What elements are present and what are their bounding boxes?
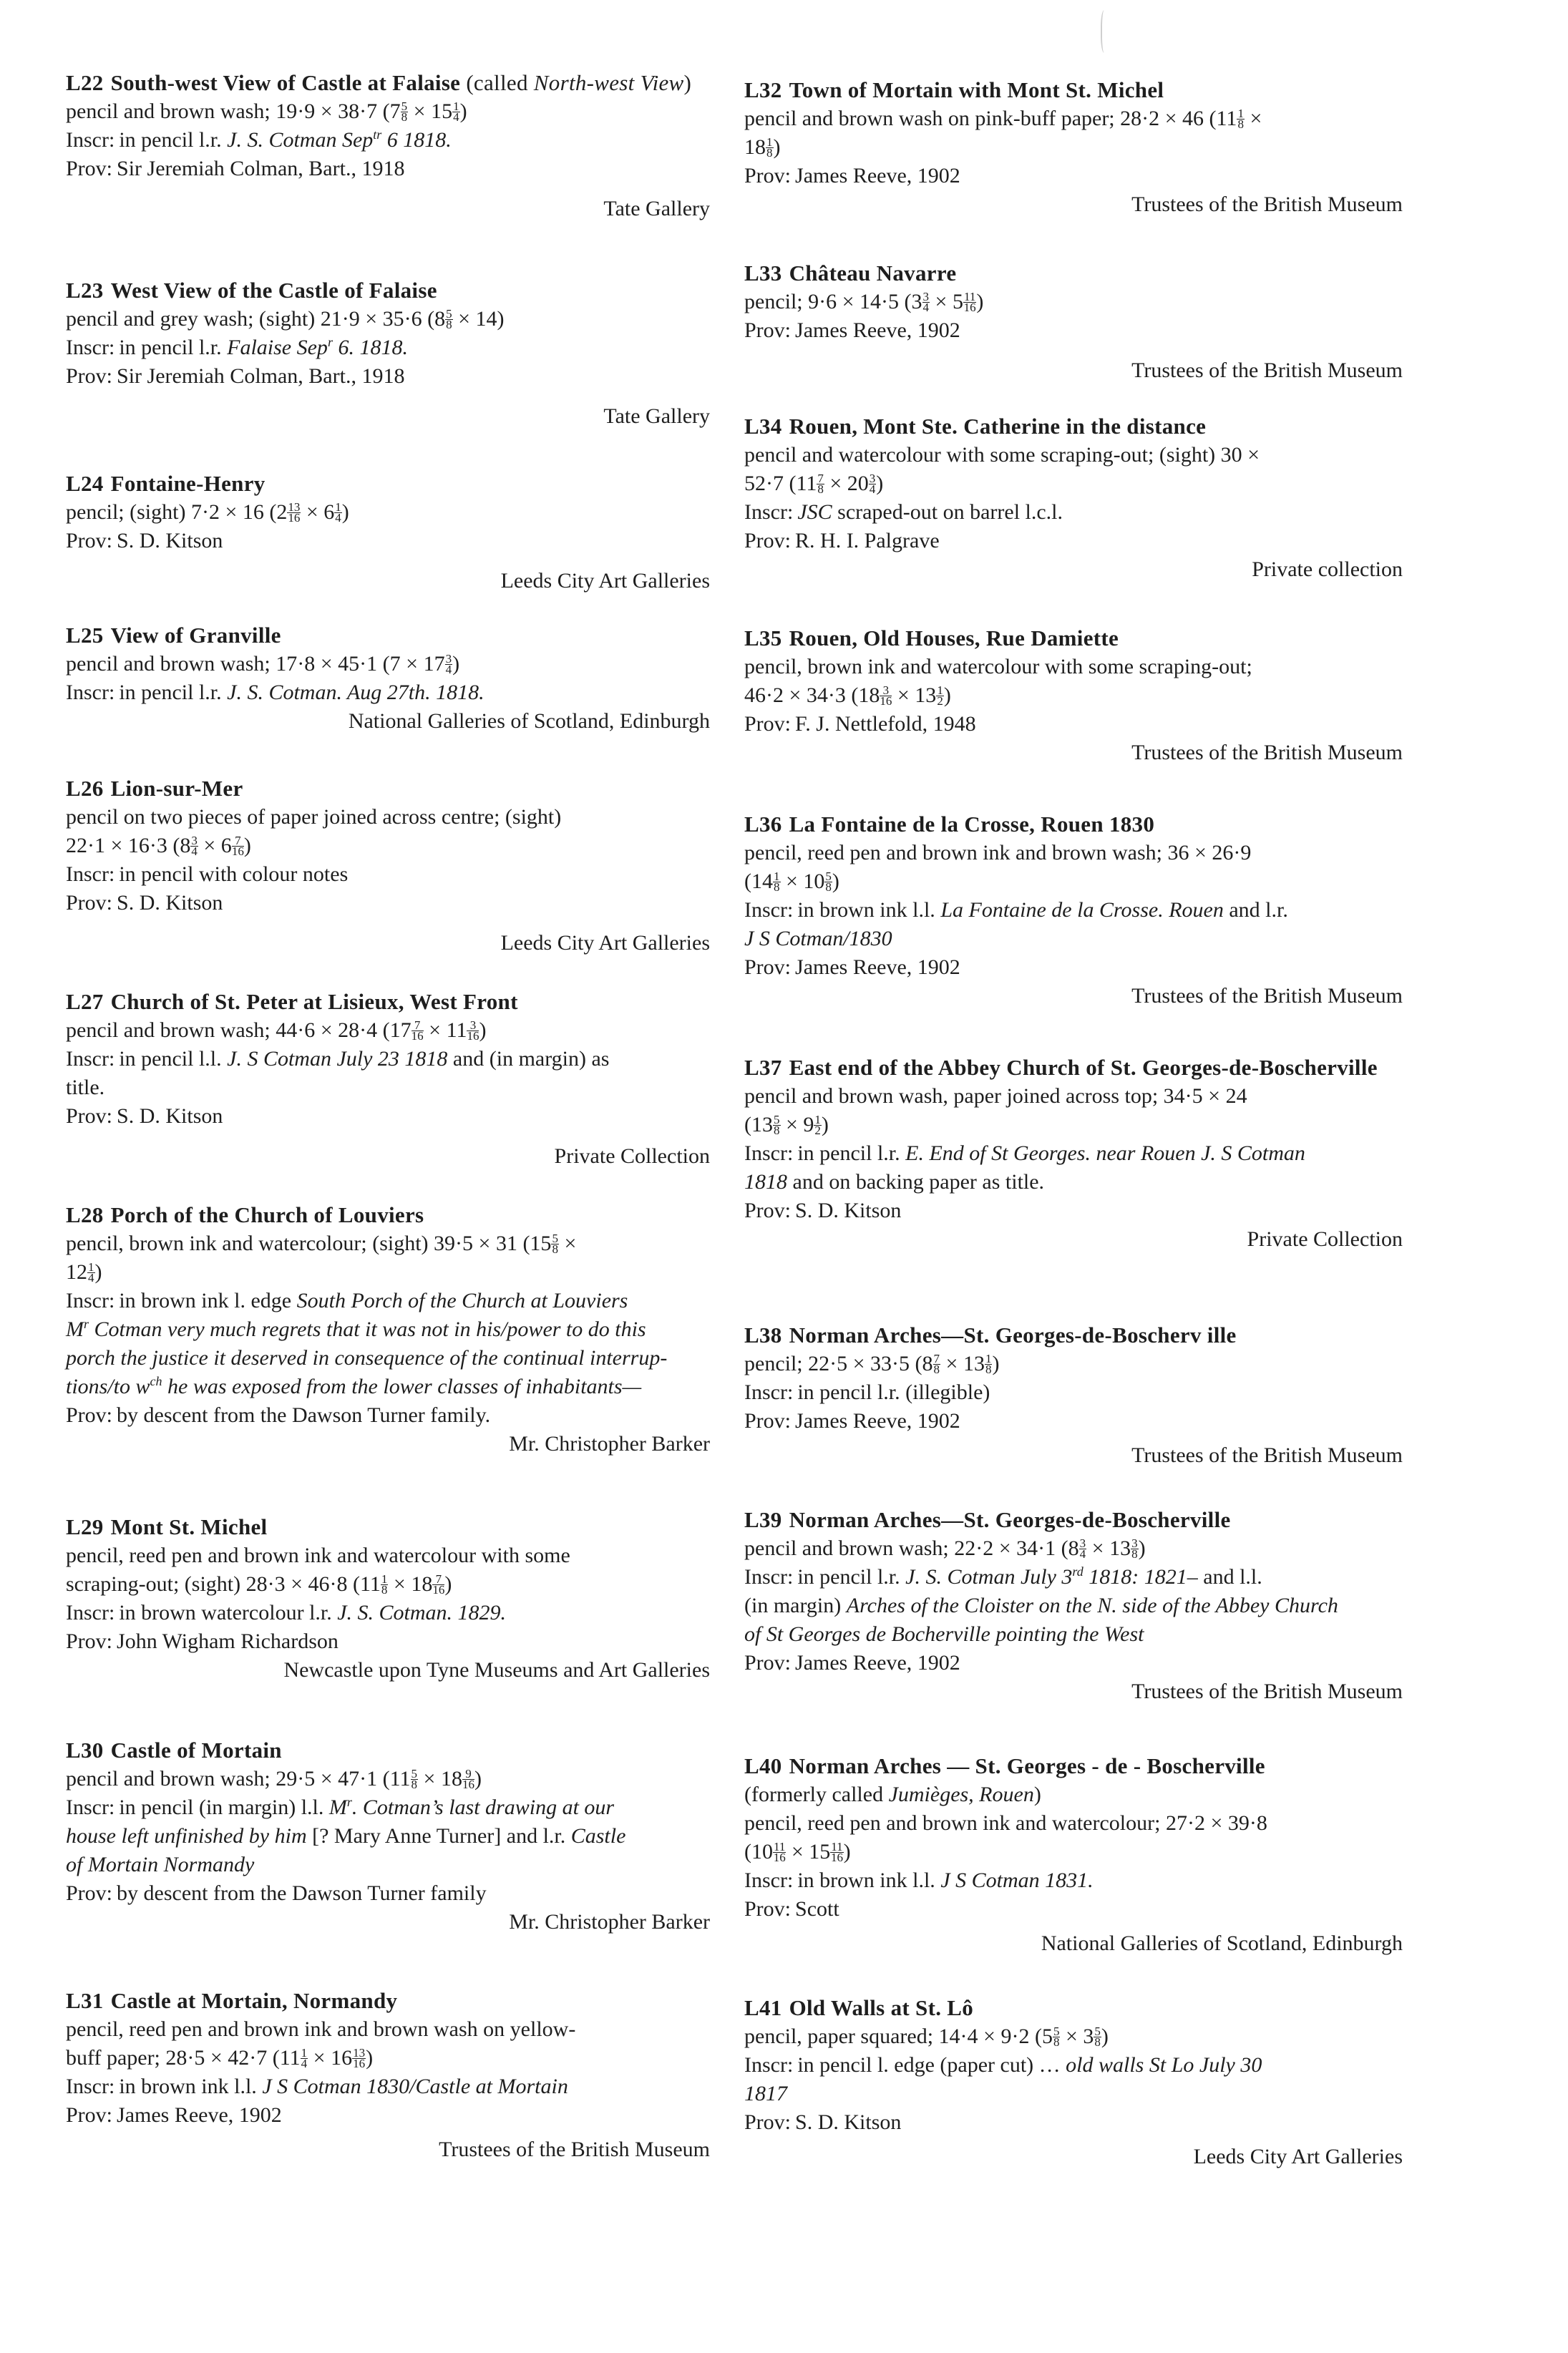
entry-title: L40 Norman Arches — St. Georges - de - Boscherville <box>744 1753 1265 1778</box>
entry-medium: pencil and brown wash; 44·6 × 28·4 (17 $\frac{7}{16}$ × 11 $\frac{3}{16}$ ) <box>66 1018 487 1043</box>
entry-inscription-cont: 1817 <box>744 2082 787 2105</box>
entry-medium-cont: 18 $\frac{1}{8}$ ) <box>744 135 781 160</box>
entry-title-note: (formerly called Jumièges, Rouen) <box>744 1783 1041 1806</box>
entry-inscription-cont: tions/to $w^{ch}$ he was exposed from the lower classes of inhabitants— <box>66 1374 642 1398</box>
entry-owner: Trustees of the British Museum <box>1131 193 1403 216</box>
entry-title: L27 Church of St. Peter at Lisieux, West Front <box>66 989 518 1014</box>
page-edge-mark <box>1101 10 1109 53</box>
entry-medium: pencil and watercolour with some scraping-out; (sight) 30 × <box>744 443 1260 467</box>
entry-title: L32 Town of Mortain with Mont St. Michel <box>744 77 1164 102</box>
entry-inscription: Inscr: in pencil l.r. J. S. Cotman July 3rd 1818: 1821– and l.l. <box>744 1564 1262 1589</box>
entry-title: L36 La Fontaine de la Crosse, Rouen 1830 <box>744 812 1155 837</box>
entry-title: L39 Norman Arches—St. Georges-de-Boscherville <box>744 1507 1231 1532</box>
entry-medium: pencil; (sight) 7·2 × 16 (2 $\frac{13}{16}$ × 6 $\frac{1}{4}$ ) <box>66 500 349 525</box>
entry-medium: pencil, brown ink and watercolour with some scraping-out; <box>744 655 1252 678</box>
entry-owner: Trustees of the British Museum <box>1131 741 1403 764</box>
entry-inscription-cont: of Mortain Normandy <box>66 1853 255 1876</box>
catalogue-entry <box>66 1736 710 1937</box>
entry-inscription-cont: J S Cotman/1830 <box>744 927 892 950</box>
entry-inscription: Inscr: in pencil l.r. J. S. Cotman. Aug 27th. 1818. <box>66 681 484 704</box>
entry-owner: Private Collection <box>554 1144 710 1168</box>
catalogue-entry <box>744 810 1403 1010</box>
entry-title: L38 Norman Arches—St. Georges-de-Boscherv ille <box>744 1322 1237 1348</box>
entry-owner: Trustees of the British Museum <box>1131 1680 1403 1703</box>
entry-provenance: Prov: S. D. Kitson <box>744 2110 902 2134</box>
entry-medium-cont: (10 $\frac{11}{16}$ × 15 $\frac{11}{16}$ ) <box>744 1840 851 1864</box>
entry-medium: pencil and brown wash; 29·5 × 47·1 (11 $\frac{5}{8}$ × 18 $\frac{9}{16}$ ) <box>66 1767 482 1791</box>
entry-owner: Newcastle upon Tyne Museums and Art Galleries <box>283 1658 710 1682</box>
entry-inscription: Inscr: in pencil l. edge (paper cut) … old walls St Lo July 30 <box>744 2053 1262 2077</box>
entry-title: L37 East end of the Abbey Church of St. Georges-de-Boscherville <box>744 1055 1378 1080</box>
catalogue-entry <box>66 621 710 736</box>
entry-provenance: Prov: by descent from the Dawson Turner family. <box>66 1403 491 1427</box>
entry-provenance: Prov: F. J. Nettlefold, 1948 <box>744 712 976 736</box>
catalogue-entry <box>66 1201 710 1458</box>
entry-owner: Mr. Christopher Barker <box>509 1910 710 1934</box>
entry-owner: Tate Gallery <box>603 404 710 428</box>
entry-medium-cont: buff paper; 28·5 × 42·7 (11 $\frac{1}{4}$ × 16 $\frac{13}{16}$ ) <box>66 2046 374 2070</box>
entry-title: L30 Castle of Mortain <box>66 1738 282 1763</box>
entry-inscription: Inscr: in pencil l.r. Falaise Sep$^r$ 6. 1818. <box>66 335 408 359</box>
entry-title: L33 Château Navarre <box>744 260 957 286</box>
catalogue-entry <box>66 1513 710 1685</box>
entry-inscription: Inscr: in brown ink l. edge South Porch of the Church at Louviers <box>66 1289 628 1312</box>
entry-inscription: Inscr: in pencil l.r. (illegible) <box>744 1380 990 1404</box>
entry-owner: Trustees of the British Museum <box>1131 359 1403 382</box>
entry-inscription: Inscr: in brown ink l.l. J S Cotman 1830/Castle at Mortain <box>66 2075 568 2098</box>
entry-title: L41 Old Walls at St. Lô <box>744 1995 974 2020</box>
entry-inscription: Inscr: in brown ink l.l. J S Cotman 1831. <box>744 1869 1094 1892</box>
entry-inscription: Inscr: in brown watercolour l.r. J. S. Cotman. 1829. <box>66 1601 507 1624</box>
entry-medium: pencil and brown wash; 22·2 × 34·1 (8 $\frac{3}{4}$ × 13 $\frac{3}{8}$ ) <box>744 1536 1146 1561</box>
entry-owner: Mr. Christopher Barker <box>509 1432 710 1456</box>
entry-owner: Leeds City Art Galleries <box>500 569 710 593</box>
entry-owner: Private Collection <box>1247 1227 1403 1251</box>
catalogue-entry <box>744 1752 1403 1958</box>
entry-medium: pencil, reed pen and brown ink and watercolour with some <box>66 1544 570 1567</box>
entry-inscription-cont: of St Georges de Bocherville pointing the West <box>744 1622 1144 1646</box>
entry-owner: Trustees of the British Museum <box>1131 1443 1403 1467</box>
entry-medium: pencil, brown ink and watercolour; (sight) 39·5 × 31 (15 $\frac{5}{8}$ × <box>66 1232 577 1256</box>
entry-provenance: Prov: John Wigham Richardson <box>66 1629 339 1653</box>
catalogue-entry <box>744 1321 1403 1470</box>
catalogue-entry <box>66 69 710 223</box>
entry-title: L35 Rouen, Old Houses, Rue Damiette <box>744 625 1119 651</box>
catalogue-entry <box>744 259 1403 385</box>
entry-medium-cont: scraping-out; (sight) 28·3 × 46·8 (11 $\frac{1}{8}$ × 18 $\frac{7}{16}$ ) <box>66 1572 452 1597</box>
entry-provenance: Prov: Sir Jeremiah Colman, Bart., 1918 <box>66 364 405 388</box>
entry-provenance: Prov: James Reeve, 1902 <box>744 955 960 979</box>
entry-owner: Leeds City Art Galleries <box>1193 2145 1403 2168</box>
entry-inscription-cont: (in margin) Arches of the Cloister on the N. side of the Abbey Church <box>744 1594 1338 1617</box>
entry-inscription: Inscr: in pencil l.r. E. End of St Georges. near Rouen J. S Cotman <box>744 1141 1305 1165</box>
catalogue-entry <box>66 469 710 595</box>
entry-title: L23 West View of the Castle of Falaise <box>66 278 437 303</box>
entry-inscription: Inscr: in pencil with colour notes <box>66 862 349 886</box>
entry-provenance: Prov: S. D. Kitson <box>66 891 223 915</box>
entry-title: L29 Mont St. Michel <box>66 1514 268 1539</box>
entry-provenance: Prov: James Reeve, 1902 <box>744 1409 960 1433</box>
entry-owner: Trustees of the British Museum <box>1131 984 1403 1008</box>
entry-medium-cont: 12 $\frac{1}{4}$ ) <box>66 1260 102 1285</box>
entry-medium: pencil, paper squared; 14·4 × 9·2 (5 $\frac{5}{8}$ × 3 $\frac{5}{8}$ ) <box>744 2025 1109 2049</box>
entry-title: L25 View of Granville <box>66 623 281 648</box>
entry-inscription: Inscr: JSC scraped-out on barrel l.c.l. <box>744 500 1063 524</box>
entry-title: L24 Fontaine-Henry <box>66 471 266 496</box>
entry-medium: pencil and brown wash, paper joined across top; 34·5 × 24 <box>744 1084 1247 1108</box>
entry-inscription: Inscr: in pencil (in margin) l.l. $M^r$. Cotman’s last drawing at our <box>66 1795 615 1819</box>
entry-medium-cont: (13 $\frac{5}{8}$ × 9 $\frac{1}{2}$ ) <box>744 1113 829 1137</box>
entry-provenance: Prov: James Reeve, 1902 <box>744 318 960 342</box>
entry-provenance: Prov: Scott <box>744 1897 839 1921</box>
entry-medium: pencil; 22·5 × 33·5 (8 $\frac{7}{8}$ × 13 $\frac{1}{8}$ ) <box>744 1352 1000 1376</box>
entry-medium: pencil, reed pen and brown ink and brown wash; 36 × 26·9 <box>744 841 1252 864</box>
catalogue-entry <box>744 1053 1403 1254</box>
entry-medium-cont: 22·1 × 16·3 (8 $\frac{3}{4}$ × 6 $\frac{7}{16}$ ) <box>66 834 251 858</box>
entry-title: L26 Lion-sur-Mer <box>66 776 243 801</box>
entry-owner: National Galleries of Scotland, Edinburgh <box>1041 1931 1403 1955</box>
entry-inscription-cont: title. <box>66 1076 105 1099</box>
entry-provenance: Prov: S. D. Kitson <box>66 1104 223 1128</box>
entry-inscription-cont: $M^r$ Cotman very much regrets that it was not in his/power to do this <box>66 1317 646 1341</box>
entry-provenance: Prov: Sir Jeremiah Colman, Bart., 1918 <box>66 157 405 180</box>
entry-medium: pencil and brown wash; 17·8 × 45·1 (7 × 17 $\frac{3}{4}$ ) <box>66 652 460 676</box>
entry-owner: Private collection <box>1252 557 1403 581</box>
entry-inscription-cont: 1818 and on backing paper as title. <box>744 1170 1045 1194</box>
entry-medium: pencil, reed pen and brown ink and watercolour; 27·2 × 39·8 <box>744 1811 1267 1835</box>
entry-medium-cont: 46·2 × 34·3 (18 $\frac{3}{16}$ × 13 $\frac{1}{2}$ ) <box>744 683 951 708</box>
entry-inscription: Inscr: in pencil l.r. J. S. Cotman Sep$^{tr}$ 6 1818. <box>66 127 452 152</box>
entry-inscription: Inscr: in pencil l.l. J. S Cotman July 23 1818 and (in margin) as <box>66 1047 610 1071</box>
entry-inscription-cont: porch the justice it deserved in consequence of the continual interrup- <box>66 1346 668 1370</box>
catalogue-entry <box>744 624 1403 767</box>
catalogue-entry <box>66 774 710 958</box>
catalogue-entry <box>66 988 710 1171</box>
entry-title: L28 Porch of the Church of Louviers <box>66 1202 424 1227</box>
entry-inscription-cont: house left unfinished by him [? Mary Anne Turner] and l.r. Castle <box>66 1824 626 1848</box>
entry-title: L22 South-west View of Castle at Falaise (called North-west View) <box>66 70 692 95</box>
entry-medium: pencil and brown wash on pink-buff paper; 28·2 × 46 (11 $\frac{1}{8}$ × <box>744 107 1262 131</box>
catalogue-entry <box>66 1987 710 2164</box>
entry-medium: pencil, reed pen and brown ink and brown wash on yellow- <box>66 2017 576 2041</box>
entry-owner: National Galleries of Scotland, Edinburgh <box>348 709 710 733</box>
entry-provenance: Prov: James Reeve, 1902 <box>744 1651 960 1675</box>
entry-provenance: Prov: James Reeve, 1902 <box>66 2103 282 2127</box>
entry-title: L31 Castle at Mortain, Normandy <box>66 1988 398 2013</box>
entry-inscription: Inscr: in brown ink l.l. La Fontaine de la Crosse. Rouen and l.r. <box>744 898 1288 922</box>
entry-medium: pencil; 9·6 × 14·5 (3 $\frac{3}{4}$ × 5 $\frac{11}{16}$ ) <box>744 290 984 314</box>
catalogue-entry <box>66 276 710 431</box>
entry-medium-cont: 52·7 (11 $\frac{7}{8}$ × 20 $\frac{3}{4}$ ) <box>744 472 884 496</box>
entry-owner: Trustees of the British Museum <box>439 2138 710 2161</box>
catalogue-entry <box>744 76 1403 219</box>
entry-owner: Leeds City Art Galleries <box>500 931 710 955</box>
entry-provenance: Prov: by descent from the Dawson Turner family <box>66 1881 487 1905</box>
entry-owner: Tate Gallery <box>603 197 710 220</box>
entry-provenance: Prov: S. D. Kitson <box>66 529 223 552</box>
catalogue-entry <box>744 1506 1403 1706</box>
catalogue-entry <box>744 1994 1403 2171</box>
catalogue-entry <box>744 412 1403 584</box>
entry-provenance: Prov: S. D. Kitson <box>744 1199 902 1222</box>
entry-title: L34 Rouen, Mont Ste. Catherine in the distance <box>744 414 1207 439</box>
entry-medium-cont: (14 $\frac{1}{8}$ × 10 $\frac{5}{8}$ ) <box>744 869 839 894</box>
entry-provenance: Prov: R. H. I. Palgrave <box>744 529 940 552</box>
entry-medium: pencil on two pieces of paper joined across centre; (sight) <box>66 805 562 829</box>
entry-provenance: Prov: James Reeve, 1902 <box>744 164 960 187</box>
entry-medium: pencil and brown wash; 19·9 × 38·7 (7 $\frac{5}{8}$ × 15 $\frac{1}{4}$ ) <box>66 99 467 124</box>
entry-medium: pencil and grey wash; (sight) 21·9 × 35·6 (8 $\frac{5}{8}$ × 14) <box>66 307 505 331</box>
